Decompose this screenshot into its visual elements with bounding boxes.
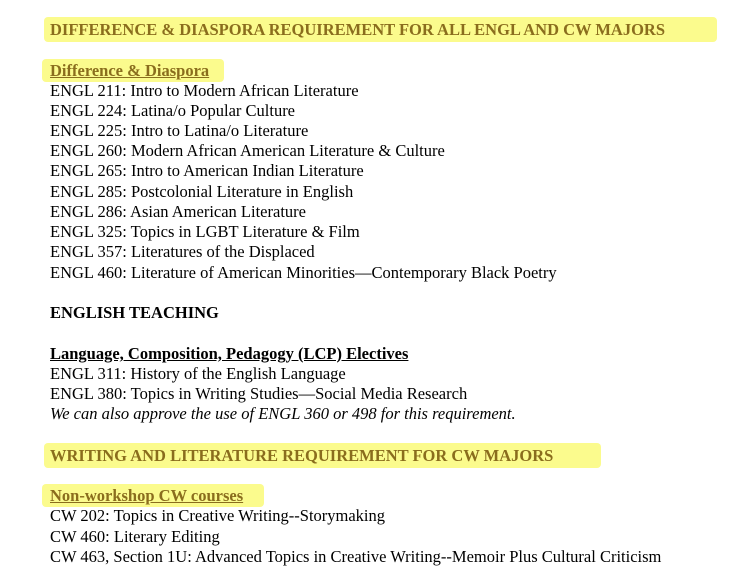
course-item: ENGL 225: Intro to Latina/o Literature [50, 121, 309, 140]
course-item: ENGL 380: Topics in Writing Studies—Social Media Research [50, 384, 468, 403]
course-item: ENGL 325: Topics in LGBT Literature & Film [50, 222, 360, 241]
section-heading-english-teaching: ENGLISH TEACHING [50, 303, 219, 322]
course-item: CW 460: Literary Editing [50, 527, 220, 546]
subheading-non-workshop: Non-workshop CW courses [50, 486, 244, 505]
course-item: ENGL 265: Intro to American Indian Literature [50, 161, 364, 180]
section-heading-cw: WRITING AND LITERATURE REQUIREMENT FOR CW MAJORS [50, 446, 554, 465]
course-item: CW 463, Section 1U: Advanced Topics in Creative Writing--Memoir Plus Cultural Criticism [50, 547, 662, 566]
course-item: ENGL 311: History of the English Language [50, 364, 346, 383]
course-item: ENGL 285: Postcolonial Literature in English [50, 182, 354, 201]
approval-note: We can also approve the use of ENGL 360 or 498 for this requirement. [50, 404, 516, 423]
course-item: ENGL 260: Modern African American Literature & Culture [50, 141, 445, 160]
course-item: ENGL 224: Latina/o Popular Culture [50, 101, 296, 120]
course-item: CW 202: Topics in Creative Writing--Storymaking [50, 506, 386, 525]
subheading-lcp-electives: Language, Composition, Pedagogy (LCP) Electives [50, 344, 409, 363]
course-item: ENGL 211: Intro to Modern African Literature [50, 81, 359, 100]
section-heading-diaspora: DIFFERENCE & DIASPORA REQUIREMENT FOR ALL ENGL AND CW MAJORS [50, 20, 666, 39]
course-item: ENGL 286: Asian American Literature [50, 202, 306, 221]
course-item: ENGL 460: Literature of American Minorities—Contemporary Black Poetry [50, 263, 557, 282]
course-item: ENGL 357: Literatures of the Displaced [50, 242, 315, 261]
subheading-diaspora: Difference & Diaspora [50, 61, 210, 80]
